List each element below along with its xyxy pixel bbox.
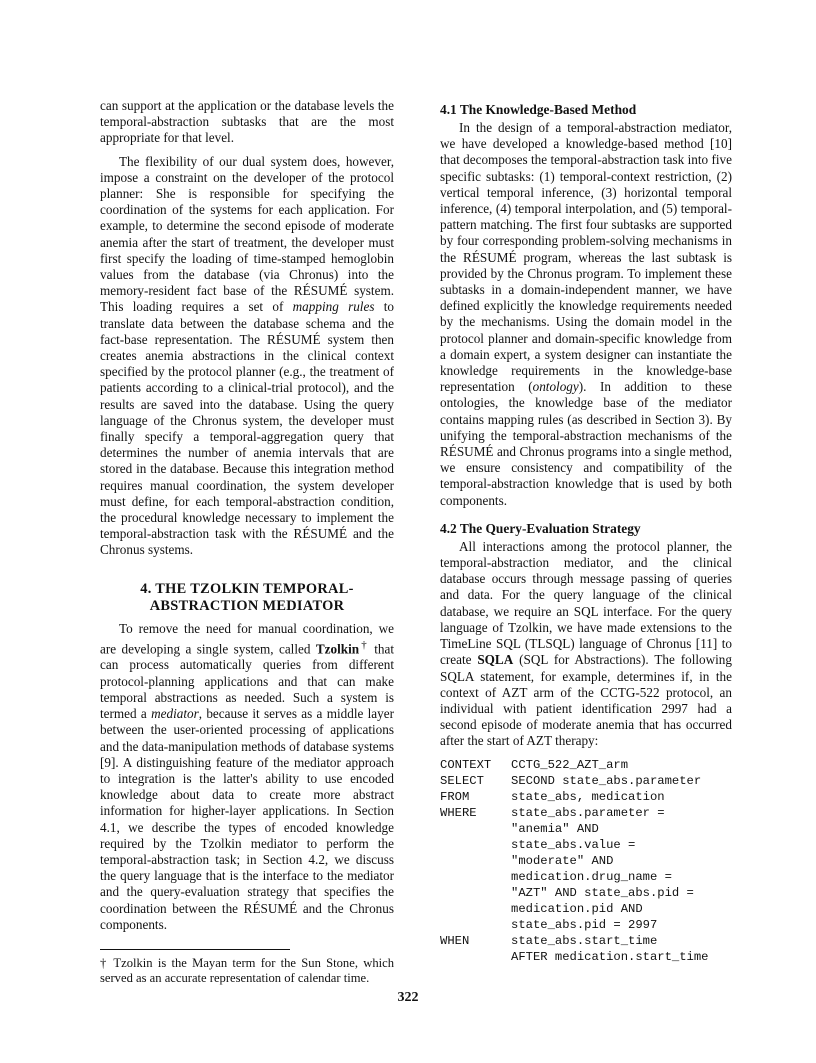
paragraph-knowledge-based [440,120,732,509]
section-heading-line: ABSTRACTION MEDIATOR [149,597,345,614]
code-line: "anemia" AND [511,821,599,836]
page-number: 322 [397,990,419,1005]
paragraph-text: To remove the need for manual coordination, we are developing a single system, called [100,620,394,657]
paragraph-text: to translate data between the database schema and the fact-base representation. The RÉSUMÉ system then creates anemia abstractions in the clinical context specified by the protocol planner (e.g., the treatment of patients according to a clinical-trial protocol), and the results are saved into the database. Using the query language of the Chronus system, the developer must finally specify a temporal-aggregation query that determines the number of anemia intervals that are stored in the database. Because this integration method requires manual coordination, the system developer must define, for each temporal-abstraction condition, the procedural knowledge necessary to implement the temporal-abstraction task with the RÉSUMÉ and the Chronus systems. [100,299,394,558]
code-line: CCTG_522_AZT_arm [511,757,629,772]
code-keyword: WHERE [440,805,477,820]
right-column [440,98,732,965]
code-body [511,773,732,789]
term-sqla: SQLA [477,652,514,668]
code-keyword: WHEN [440,933,470,948]
emphasis-mediator: mediator [151,706,199,722]
code-line: medication.pid AND [511,901,643,916]
code-keyword: FROM [440,789,470,804]
footnote-marker: † [359,638,369,651]
code-line: state_abs.pid = 2997 [511,917,658,932]
footnote-divider [100,949,290,950]
paragraph-tzolkin [100,621,394,933]
paragraph-flexibility [100,154,394,559]
footnote: † Tzolkin is the Mayan term for the Sun Stone, which served as an accurate representation of calendar time. [100,955,394,986]
code-line: state_abs.start_time [511,933,658,948]
section-heading-4 [100,581,394,615]
code-keyword: CONTEXT [440,757,492,772]
paragraph-text: In the design of a temporal-abstraction mediator, we have developed a knowledge-based method [10] that decomposes the temporal-abstraction task into five specific subtasks: (1) temporal-context restriction, (2) vertical temporal inference, (3) horizontal temporal inference, (4) temporal interpolation, and (5) temporal-pattern matching. The first four subtasks are supported by four corresponding problem-solving mechanisms in the RÉSUMÉ program, whereas the last subtask is provided by the Chronus program. To implement these subtasks in a domain-independent manner, we have defined explicitly the knowledge requirements needed by the mechanisms. Using the domain model in the protocol planner and domain-specific knowledge from a domain expert, a system designer can instantiate the knowledge requirements in the knowledge-base representation ( [440,120,732,395]
code-keyword: SELECT [440,773,484,788]
paragraph-text: that can process automatically queries from different protocol-planning applications and that can make temporal abstractions as needed. Such a system is termed a [100,641,395,722]
paragraph-text: ). In addition to these ontologies, the knowledge base of the mediator contains mapping rules (as described in Section 3). By unifying the temporal-abstraction mechanisms of the RÉSUMÉ and Chronus programs into a single method, we ensure consistency and compatibility of the temporal-abstraction knowledge that is used by both components. [440,379,732,508]
paragraph-query-evaluation [440,539,732,750]
paragraph-text: , because it serves as a middle layer between the user-oriented processing of applications and the data-manipulation methods of database systems [9]. A distinguishing feature of the mediator approach to integration is the latter's ability to use encoded knowledge about data to create more abstract information for higher-layer applications. In Section 4.1, we describe the types of encoded knowledge required by the Tzolkin mediator to perform the temporal-abstraction task; in Section 4.2, we discuss the query language that is the interface to the mediator and the query-evaluation strategy that specifies the coordination between the RÉSUMÉ and the Chronus components. [100,706,395,932]
code-row-context [440,757,732,773]
left-column [100,98,394,994]
code-body [511,757,732,773]
paragraph-text: The flexibility of our dual system does, however, impose a constraint on the developer of the protocol planner: She is responsible for specifying the coordination of the systems for each application. For example, to determine the second episode of moderate anemia after the start of treatment, the developer must first specify the loading of time-stamped hemoglobin values from the database (via Chronus) into the memory-resident fact base of the RÉSUMÉ system. This loading requires a set of [100,153,394,315]
code-line: "AZT" AND state_abs.pid = [511,885,694,900]
code-line: medication.drug_name = [511,869,672,884]
term-tzolkin: Tzolkin [315,641,360,657]
code-line: "moderate" AND [511,853,614,868]
paragraph-intro-continuation: can support at the application or the database levels the temporal-abstraction subtasks that are the most appropriate for that level. [100,98,394,146]
code-line: AFTER medication.start_time [511,949,709,964]
subsection-heading-4-1: 4.1 The Knowledge-Based Method [440,102,637,117]
code-body [511,933,732,965]
code-body [511,805,732,933]
code-line: state_abs, medication [511,789,665,804]
emphasis-mapping-rules: mapping rules [292,299,375,315]
code-row-when [440,933,732,965]
code-line: state_abs.value = [511,837,636,852]
code-line: SECOND state_abs.parameter [511,773,702,788]
code-row-where [440,805,732,933]
subsection-heading-4-2: 4.2 The Query-Evaluation Strategy [440,520,641,536]
code-row-select [440,773,732,789]
paragraph-text: All interactions among the protocol planner, the temporal-abstraction mediator, and the clinical database occurs through message passing of queries and data. For the query language of the clinical database, we require an SQL interface. For the query language of Tzolkin, we have made extensions to the TimeLine SQL (TLSQL) language of Chronus [11] to create [440,538,732,668]
code-body [511,789,732,805]
sqla-code-block [440,757,732,965]
section-heading-line: 4. THE TZOLKIN TEMPORAL- [140,580,354,597]
emphasis-ontology: ontology [532,379,579,395]
code-row-from [440,789,732,805]
paragraph-text: (SQL for Abstractions). The following SQLA statement, for example, determines if, in the context of AZT arm of the CCTG-522 protocol, an individual with patient identification 2997 had a second episode of moderate anemia that has occurred after the start of AZT therapy: [440,652,732,749]
code-line: state_abs.parameter = [511,805,665,820]
